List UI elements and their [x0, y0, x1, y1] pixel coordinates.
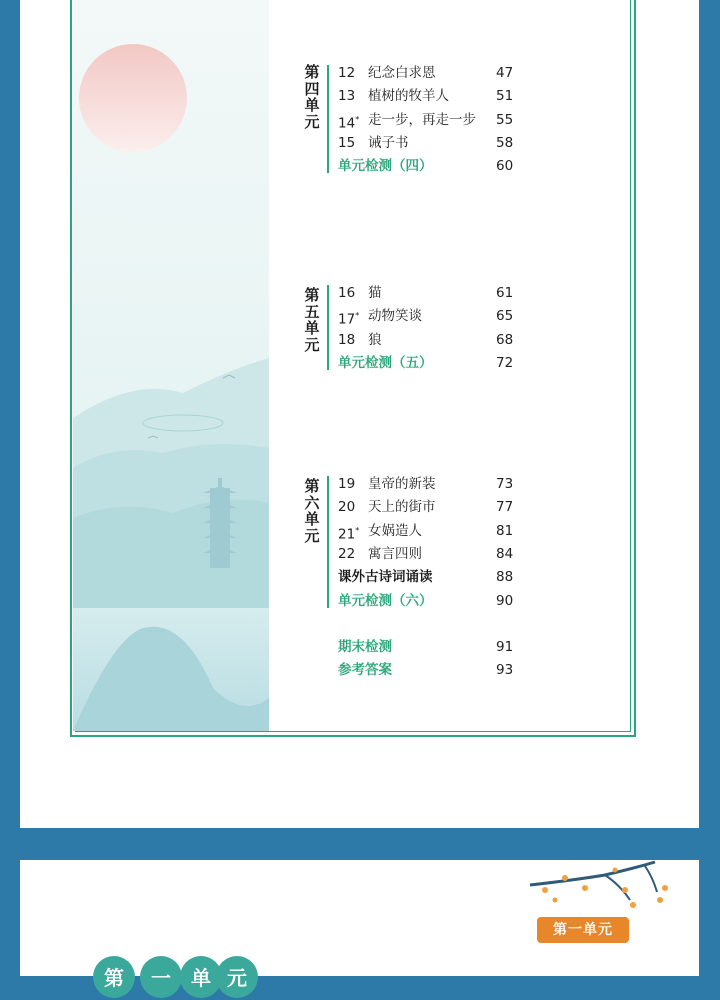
toc-row [338, 85, 538, 107]
toc-title: 期末检测 [338, 639, 392, 655]
toc-title: 动物笑谈 [368, 308, 422, 325]
toc-row [338, 132, 538, 154]
toc-number: 14* [338, 114, 360, 132]
unit-label-6: 第六单元 [304, 477, 320, 545]
toc-row [338, 109, 538, 131]
toc-page-number: 51 [496, 88, 514, 105]
toc-row-extra [338, 659, 538, 681]
unit-badge: 第一单元 [537, 917, 629, 943]
toc-row [338, 155, 538, 177]
toc-row [338, 329, 538, 351]
toc-page-number: 93 [496, 662, 514, 679]
branch-illustration [525, 860, 675, 920]
toc-title: 皇帝的新装 [368, 476, 436, 492]
toc-row [338, 282, 538, 304]
toc-page-number: 73 [496, 476, 514, 492]
toc-row [338, 590, 538, 612]
toc-page-number: 81 [496, 522, 514, 539]
toc-number: 16 [338, 285, 356, 301]
landscape-illustration [73, 0, 269, 731]
toc-title: 单元检测（五） [338, 354, 433, 371]
toc-page-number: 91 [496, 639, 514, 655]
toc-page [20, 0, 699, 828]
toc-page-number: 47 [496, 65, 514, 81]
toc-page-number: 65 [496, 308, 514, 325]
heading-char-1: 第 [93, 956, 135, 998]
toc-title: 女娲造人 [368, 522, 422, 539]
toc-title: 天上的街市 [368, 499, 436, 516]
unit-bar-5 [327, 285, 329, 370]
toc-title: 走一步，再走一步 [368, 111, 476, 128]
toc-page-number: 55 [496, 111, 514, 128]
toc-number: 17* [338, 311, 360, 328]
toc-number: 13 [338, 88, 356, 105]
toc-row [338, 305, 538, 327]
toc-title: 植树的牧羊人 [368, 88, 449, 105]
toc-row [338, 566, 538, 588]
toc-page-number: 90 [496, 592, 514, 609]
optional-marker: * [355, 114, 360, 124]
toc-title: 单元检测（六） [338, 592, 433, 609]
toc-number: 21* [338, 525, 360, 543]
toc-row [338, 352, 538, 374]
toc-number: 15 [338, 134, 356, 151]
heading-char-4: 元 [216, 956, 258, 998]
toc-title: 诫子书 [368, 134, 409, 151]
toc-title: 纪念白求恩 [368, 65, 436, 81]
unit-label-4: 第四单元 [304, 63, 320, 131]
next-page [20, 860, 699, 990]
heading-char-3: 单 [180, 956, 222, 998]
toc-row [338, 496, 538, 518]
toc-page-number: 77 [496, 499, 514, 516]
toc-row [338, 520, 538, 542]
toc-page-number: 61 [496, 285, 514, 301]
toc-page-number: 84 [496, 545, 514, 562]
toc-page-number: 72 [496, 354, 514, 371]
toc-number: 20 [338, 499, 356, 516]
toc-page-number: 88 [496, 569, 514, 586]
unit-bar-4 [327, 65, 329, 173]
toc-number: 18 [338, 331, 356, 348]
sun-icon [79, 44, 187, 152]
toc-page-number: 68 [496, 331, 514, 348]
toc-row [338, 62, 538, 84]
optional-marker: * [355, 525, 360, 535]
toc-title: 寓言四则 [368, 545, 422, 562]
toc-number: 19 [338, 476, 356, 492]
toc-row [338, 473, 538, 495]
toc-title: 课外古诗词诵读 [338, 569, 433, 586]
toc-page-number: 58 [496, 134, 514, 151]
unit-label-5: 第五单元 [304, 286, 320, 354]
toc-title: 参考答案 [338, 662, 392, 679]
heading-char-2: 一 [140, 956, 182, 998]
toc-title: 猫 [368, 285, 382, 301]
toc-number: 22 [338, 545, 356, 562]
toc-row [338, 543, 538, 565]
toc-title: 单元检测（四） [338, 158, 433, 175]
toc-row-extra [338, 636, 538, 658]
toc-title: 狼 [368, 331, 382, 348]
toc-page-number: 60 [496, 158, 514, 175]
toc-number: 12 [338, 65, 356, 81]
optional-marker: * [355, 311, 360, 321]
unit-bar-6 [327, 476, 329, 608]
